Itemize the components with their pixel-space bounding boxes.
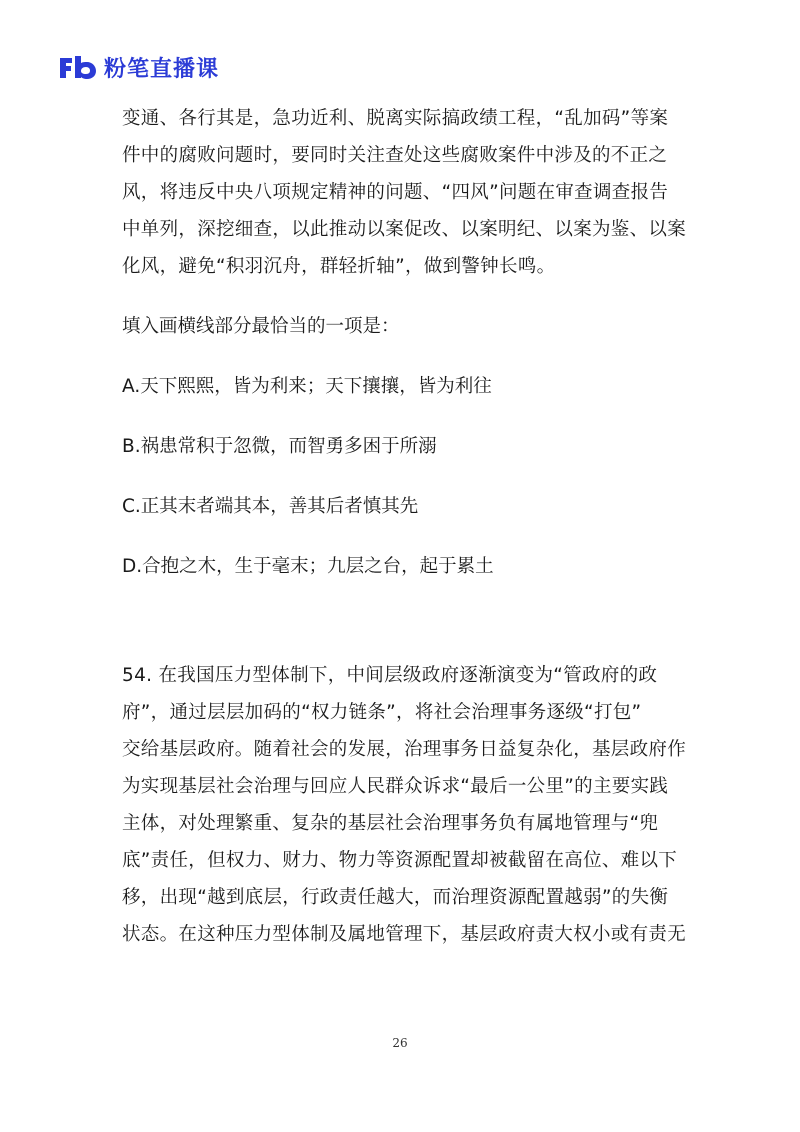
passage-line: 变通、各行其是，急功近利、脱离实际搞政绩工程，“乱加码”等案	[122, 108, 669, 129]
q54-line: 状态。在这种压力型体制及属地管理下，基层政府责大权小或有责无	[122, 924, 687, 945]
brand-title: 粉笔直播课	[104, 56, 220, 82]
brand-header	[58, 52, 219, 82]
option-c: C.正其末者端其本，善其后者慎其先	[122, 496, 419, 517]
passage-line: 件中的腐败问题时，要同时关注查处这些腐败案件中涉及的不正之	[122, 145, 668, 166]
passage-line: 风，将违反中央八项规定精神的问题、“四风”问题在审查调查报告	[122, 182, 669, 203]
fb-logo-icon	[58, 54, 98, 80]
option-d: D.合抱之木，生于毫末；九层之台，起于累土	[122, 556, 494, 577]
question-stem: 填入画横线部分最恰当的一项是：	[122, 316, 400, 337]
passage-line: 化风，避免“积羽沉舟，群轻折轴”，做到警钟长鸣。	[122, 256, 556, 277]
option-b: B.祸患常积于忽微，而智勇多困于所溺	[122, 436, 437, 457]
q54-line: 府”，通过层层加码的“权力链条”，将社会治理事务逐级“打包”	[122, 702, 642, 723]
question-54-paragraph	[122, 657, 687, 953]
option-a: A.天下熙熙，皆为利来；天下攘攘，皆为利往	[122, 376, 492, 397]
q54-line: 为实现基层社会治理与回应人民群众诉求“最后一公里”的主要实践	[122, 776, 669, 797]
page-number: 26	[392, 1036, 408, 1050]
passage-line: 中单列，深挖细查，以此推动以案促改、以案明纪、以案为鉴、以案	[122, 219, 687, 240]
q54-line: 移，出现“越到底层，行政责任越大，而治理资源配置越弱”的失衡	[122, 887, 669, 908]
passage-paragraph	[122, 100, 687, 285]
q54-line: 54. 在我国压力型体制下，中间层级政府逐渐演变为“管政府的政	[122, 665, 658, 686]
q54-line: 主体，对处理繁重、复杂的基层社会治理事务负有属地管理与“兜	[122, 813, 659, 834]
document-body	[122, 100, 687, 953]
q54-line: 底”责任，但权力、财力、物力等资源配置却被截留在高位、难以下	[122, 850, 678, 871]
q54-line: 交给基层政府。随着社会的发展，治理事务日益复杂化，基层政府作	[122, 739, 687, 760]
